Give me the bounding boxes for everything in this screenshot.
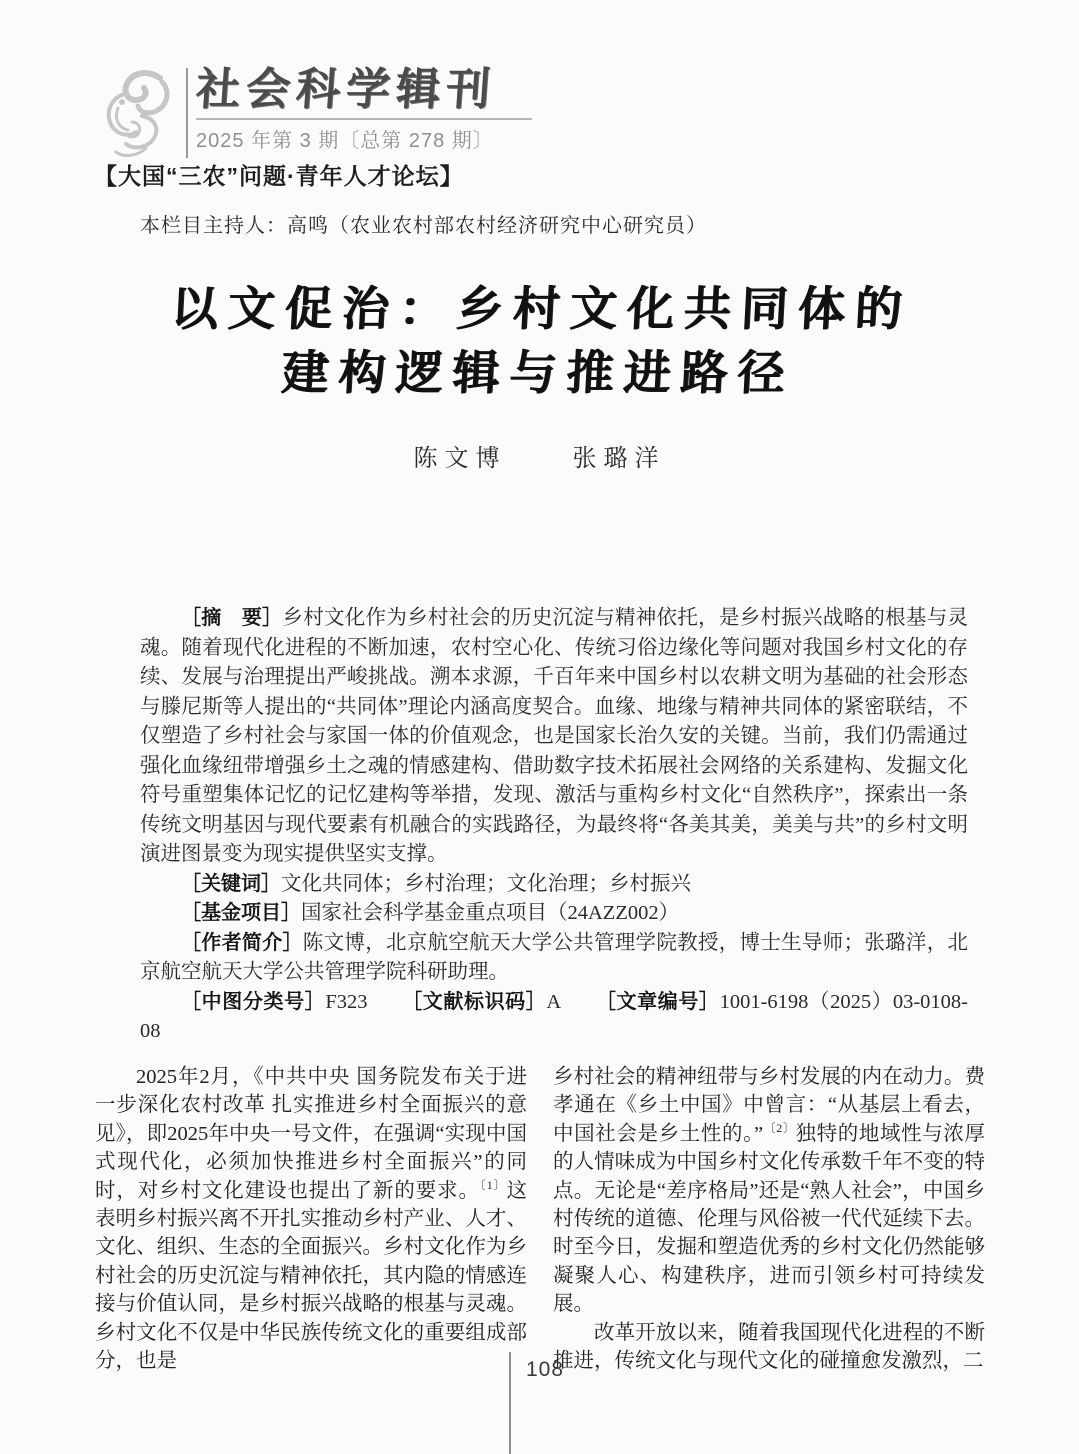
article-title-line1: 以文促治：乡村文化共同体的 [169,282,914,337]
footnote-ref-1: 〔1〕 [479,1177,507,1192]
clc-label: ［中图分类号］ [181,990,326,1013]
author-name-2: 张璐洋 [572,446,666,472]
authors [0,438,1079,473]
article-id-label: ［文章编号］ [595,990,720,1013]
footer-rule [509,1352,511,1454]
left-column [95,1063,527,1375]
column-host-line: 本栏目主持人：高鸣（农业农村部农村经济研究中心研究员） [140,215,707,237]
page-number: 108 [526,1358,565,1381]
journal-name: 社会科学辑刊 [194,64,498,115]
front-matter [140,604,968,1047]
body-paragraph-1-continued [553,1063,985,1319]
author-bio-text: 陈文博，北京航空航天大学公共管理学院教授，博士生导师；张璐洋，北京航空航天大学公共管理学院科研助理。 [140,931,969,983]
body-text: 2025年2月，《中共中央 国务院发布关于进一步深化农村改革 扎实推进乡村全面振兴的意见》，即2025年中央一号文件，在强调“实现中国式现代化，必须加快推进乡村全面振兴”的同时，对乡村文化建设也提出了新的要求。 [95,1066,527,1202]
article-id-value: 1001-6198（2025）03-0108-08 [140,990,969,1042]
masthead-rule [196,118,532,120]
doc-code-value: A [546,990,562,1013]
fund-text: 国家社会科学基金重点项目（24AZZ002） [301,902,680,924]
abstract-label: ［摘 要］ [181,607,283,629]
abstract-paragraph [140,604,968,870]
classification-line [140,988,968,1047]
right-column [553,1063,985,1375]
author-bio-label: ［作者简介］ [181,931,303,954]
fund-label: ［基金项目］ [181,902,301,924]
phoenix-logo-icon [98,64,184,168]
body-paragraph-2: 改革开放以来，随着我国现代化进程的不断推进，传统文化与现代文化的碰撞愈发激烈，二 [553,1321,985,1373]
fund-paragraph [140,899,968,929]
article-title [0,278,1079,406]
article-title-line2: 建构逻辑与推进路径 [279,346,796,401]
masthead-divider [186,68,188,158]
keywords-label: ［关键词］ [181,872,281,895]
section-header: 【大国“三农”问题·青年人才论坛】 [94,163,464,189]
keywords-text: 文化共同体；乡村治理；文化治理；乡村振兴 [281,872,691,895]
author-bio-paragraph [140,929,968,988]
doc-code-label: ［文献标识码］ [401,990,547,1013]
masthead [98,64,532,168]
abstract-text: 乡村文化作为乡村社会的历史沉淀与精神依托，是乡村振兴战略的根基与灵魂。随着现代化进程的不断加速，农村空心化、传统习俗边缘化等问题对我国乡村文化的存续、发展与治理提出严峻挑战。溯本求源，千百年来中国乡村以农耕文明为基础的社会形态与滕尼斯等人提出的“共同体”理论内涵高度契合。血缘、地缘与精神共同体的紧密联结，不仅塑造了乡村社会与家国一体的价值观念，也是国家长治久安的关键。当前，我们仍需通过强化血缘纽带增强乡土之魂的情感建构、借助数字技术拓展社会网络的关系建构、发掘文化符号重塑集体记忆的记忆建构等举措，发现、激活与重构乡村文化“自然秩序”，探索出一条传统文明基因与现代要素有机融合的实践路径，为最终将“各美其美，美美与共”的乡村文明演进图景变为现实提供坚实支撑。 [140,607,969,865]
body-paragraph-1 [95,1063,527,1375]
body-text: 独特的地域性与浓厚的人情味成为中国乡村文化传承数千年不变的特点。无论是“差序格局”还是“熟人社会”，中国乡村传统的道德、伦理与风俗被一代代延续下去。时至今日，发掘和塑造优秀的乡村文化仍然能够凝聚人心、构建秩序，进而引领乡村可持续发展。 [553,1122,985,1316]
footnote-ref-2: 〔2〕 [763,1120,796,1135]
masthead-text-block [196,64,532,168]
body-columns [95,1063,985,1375]
keywords-paragraph [140,870,968,900]
issue-line: 2025 年第 3 期〔总第 278 期〕 [196,130,494,152]
body-text: 乡村社会的精神纽带与乡村发展的内在动力。费孝通在《乡土中国》中曾言：“从基层上看去，中国社会是乡土性的。” [553,1066,985,1145]
clc-value: F323 [325,990,368,1013]
body-text: 这表明乡村振兴离不开扎实推动乡村产业、人才、文化、组织、生态的全面振兴。乡村文化作为乡村社会的历史沉淀与精神依托，其内隐的情感连接与价值认同，是乡村振兴战略的根基与灵魂。乡村文化不仅是中华民族传统文化的重要组成部分，也是 [95,1179,527,1373]
author-name-1: 陈文博 [413,446,507,472]
